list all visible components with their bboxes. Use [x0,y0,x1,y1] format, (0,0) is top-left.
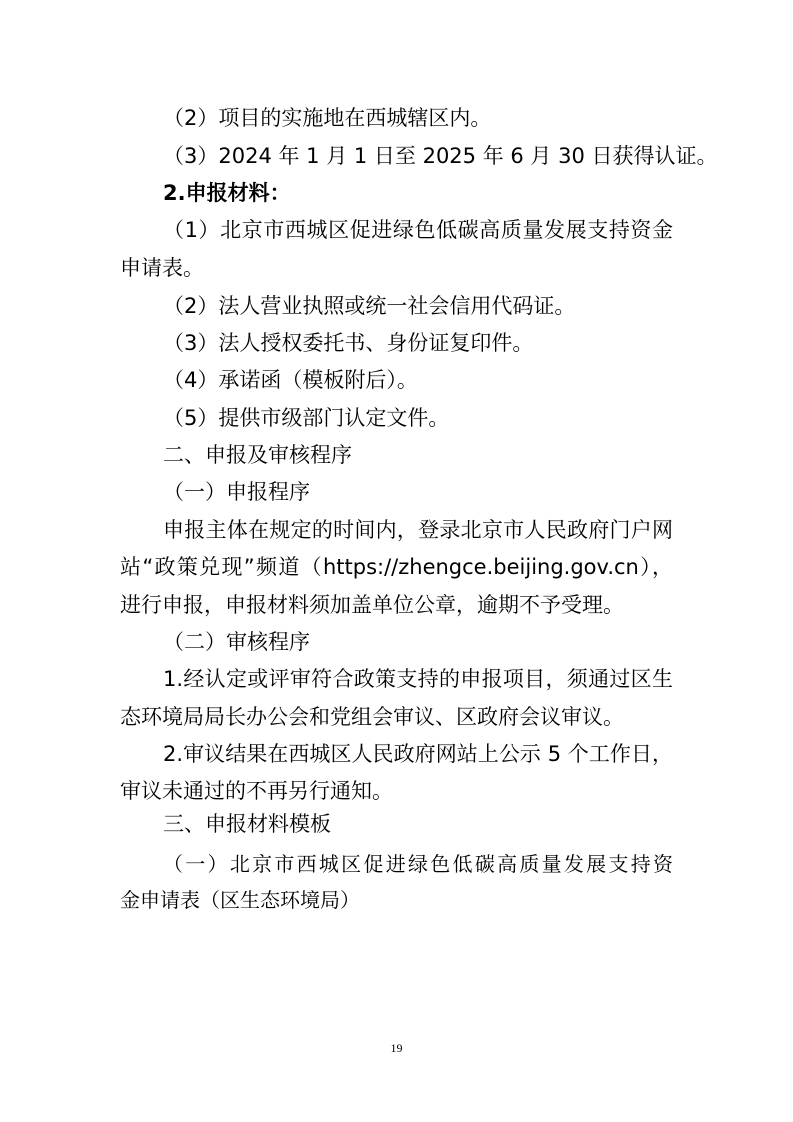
paragraph-line: （2）法人营业执照或统一社会信用代码证。 [163,294,576,318]
paragraph-line: （2）项目的实施地在西城辖区内。 [163,106,492,130]
section-heading: 三、申报材料模板 [163,812,331,836]
paragraph-line: （4）承诺函（模板附后）。 [163,368,418,392]
paragraph-line: 金申请表（区生态环境局） [120,888,360,912]
subsection-heading: （二）审核程序 [163,630,310,654]
section-heading: 2.申报材料： [163,181,291,205]
paragraph-line: 1.经认定或评审符合政策支持的申报项目，须通过区生 [163,667,673,691]
paragraph-line: 站“政策兑现”频道（https://zhengce.beijing.gov.cn）， [120,555,673,579]
paragraph-line: （3）法人授权委托书、身份证复印件。 [163,331,534,355]
paragraph-line: 申报主体在规定的时间内，登录北京市人民政府门户网 [163,518,673,542]
page-number: 19 [390,1041,403,1055]
subsection-heading: （一）北京市西城区促进绿色低碳高质量发展支持资 [163,852,673,876]
paragraph-line: 审议未通过的不再另行通知。 [120,779,393,803]
paragraph-line: 申请表。 [120,256,204,280]
subsection-heading: （一）申报程序 [163,480,310,504]
paragraph-line: （1）北京市西城区促进绿色低碳高质量发展支持资金 [163,218,673,242]
paragraph-line: （5）提供市级部门认定文件。 [163,406,450,430]
paragraph-line: 2.审议结果在西城区人民政府网站上公示 5 个工作日， [163,742,673,766]
paragraph-line: 态环境局局长办公会和党组会审议、区政府会议审议。 [120,705,624,729]
paragraph-line: 进行申报，申报材料须加盖单位公章，逾期不予受理。 [120,593,624,617]
paragraph-line: （3）2024 年 1 月 1 日至 2025 年 6 月 30 日获得认证。 [163,144,718,168]
section-heading: 二、申报及审核程序 [163,443,352,467]
